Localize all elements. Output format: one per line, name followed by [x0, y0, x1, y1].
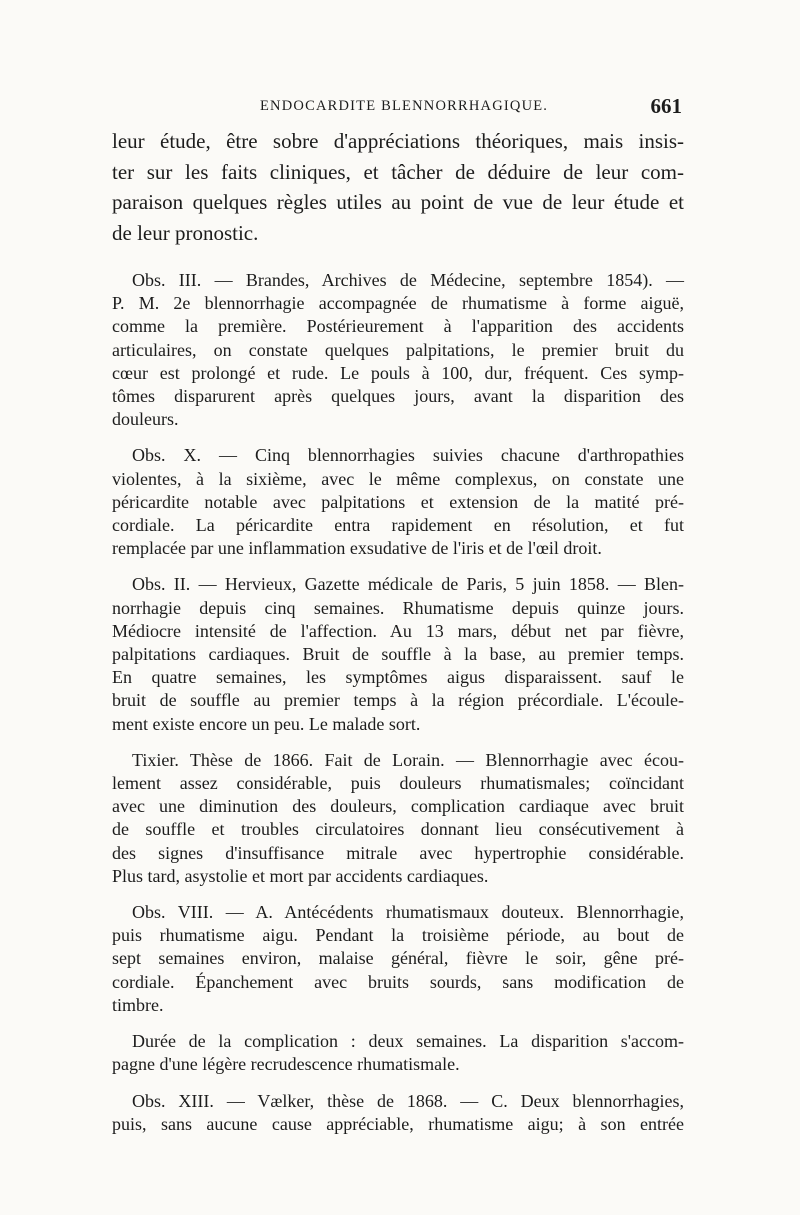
text-line: violentes, à la sixième, avec le même complexus, on constate une	[112, 468, 684, 489]
text-line: tômes disparurent après quelques jours, avant la disparition des	[112, 386, 684, 407]
observation-3-brandes	[112, 269, 684, 431]
text-line: ment existe encore un peu. Le malade sort.	[112, 713, 421, 734]
observation-tixier	[112, 749, 684, 888]
complication-duration	[112, 1030, 684, 1076]
text-line: palpitations cardiaques. Bruit de souffle à la base, au premier temps.	[112, 644, 684, 665]
text-line: En quatre semaines, les symptômes aigus disparaissent. sauf le	[112, 667, 684, 688]
page-number: 661	[650, 94, 682, 118]
text-line: puis, sans aucune cause appréciable, rhumatisme aigu; à son entrée	[112, 1113, 684, 1134]
text-line: norrhagie depuis cinq semaines. Rhumatisme depuis quinze jours.	[112, 597, 684, 618]
observation-13-vaelker	[112, 1090, 684, 1136]
text-line: Tixier. Thèse de 1866. Fait de Lorain. — Blennorrhagie avec écou-	[132, 749, 684, 770]
text-line: Plus tard, asystolie et mort par accidents cardiaques.	[112, 865, 489, 886]
text-line: péricardite notable avec palpitations et extension de la matité pré-	[112, 491, 684, 512]
text-line: avec une diminution des douleurs, complication cardiaque avec bruit	[112, 796, 684, 817]
observation-2-hervieux	[112, 573, 684, 735]
text-line: cordiale. Épanchement avec bruits sourds, sans modification de	[112, 971, 684, 992]
text-line: cordiale. La péricardite entra rapidement en résolution, et fut	[112, 515, 684, 536]
text-line: pagne d'une légère recrudescence rhumatismale.	[112, 1054, 460, 1075]
text-line: Médiocre intensité de l'affection. Au 13 mars, début net par fièvre,	[112, 620, 684, 641]
text-line: Obs. III. — Brandes, Archives de Médecine, septembre 1854). —	[132, 270, 684, 290]
text-line: Obs. XIII. — Vælker, thèse de 1868. — C. Deux blennorrhagies,	[132, 1090, 684, 1111]
text-line: articulaires, on constate quelques palpitations, le premier bruit du	[112, 339, 684, 360]
running-head: ENDOCARDITE BLENNORRHAGIQUE.	[260, 98, 549, 114]
text-line: bruit de souffle au premier temps à la région précordiale. L'écoule-	[112, 690, 684, 711]
text-line: ter sur les faits cliniques, et tâcher de déduire de leur com-	[112, 159, 684, 184]
text-line: remplacée par une inflammation exsudative de l'iris et de l'œil droit.	[112, 538, 602, 559]
text-line: de leur pronostic.	[112, 220, 259, 245]
text-line: puis rhumatisme aigu. Pendant la troisième période, au bout de	[112, 925, 684, 946]
text-line: cœur est prolongé et rude. Le pouls à 100, dur, fréquent. Ces symp-	[112, 362, 684, 383]
text-line: Obs. II. — Hervieux, Gazette médicale de Paris, 5 juin 1858. — Blen-	[132, 574, 684, 595]
observation-10	[112, 444, 684, 560]
body-text	[112, 126, 684, 1149]
text-line: lement assez considérable, puis douleurs rhumatismales; coïncidant	[112, 773, 684, 794]
paragraph-intro	[112, 126, 684, 248]
text-line: timbre.	[112, 994, 164, 1015]
text-line: douleurs.	[112, 409, 179, 430]
text-line: paraison quelques règles utiles au point de vue de leur étude et	[112, 190, 684, 214]
text-line: des signes d'insuffisance mitrale avec hypertrophie considérable.	[112, 842, 684, 863]
text-line: Durée de la complication : deux semaines. La disparition s'accom-	[132, 1031, 684, 1052]
text-line: Obs. VIII. — A. Antécédents rhumatismaux douteux. Blennorrhagie,	[132, 902, 684, 923]
text-line: leur étude, être sobre d'appréciations théoriques, mais insis-	[112, 129, 684, 153]
page-header	[112, 96, 682, 120]
text-line: P. M. 2e blennorrhagie accompagnée de rhumatisme à forme aiguë,	[112, 293, 684, 314]
text-line: sept semaines environ, malaise général, fièvre le soir, gêne pré-	[112, 948, 684, 969]
observation-8	[112, 901, 684, 1017]
text-line: Obs. X. — Cinq blennorrhagies suivies chacune d'arthropathies	[132, 445, 684, 466]
text-line: de souffle et troubles circulatoires donnant lieu consécutivement à	[112, 819, 684, 840]
text-line: comme la première. Postérieurement à l'apparition des accidents	[112, 316, 684, 337]
